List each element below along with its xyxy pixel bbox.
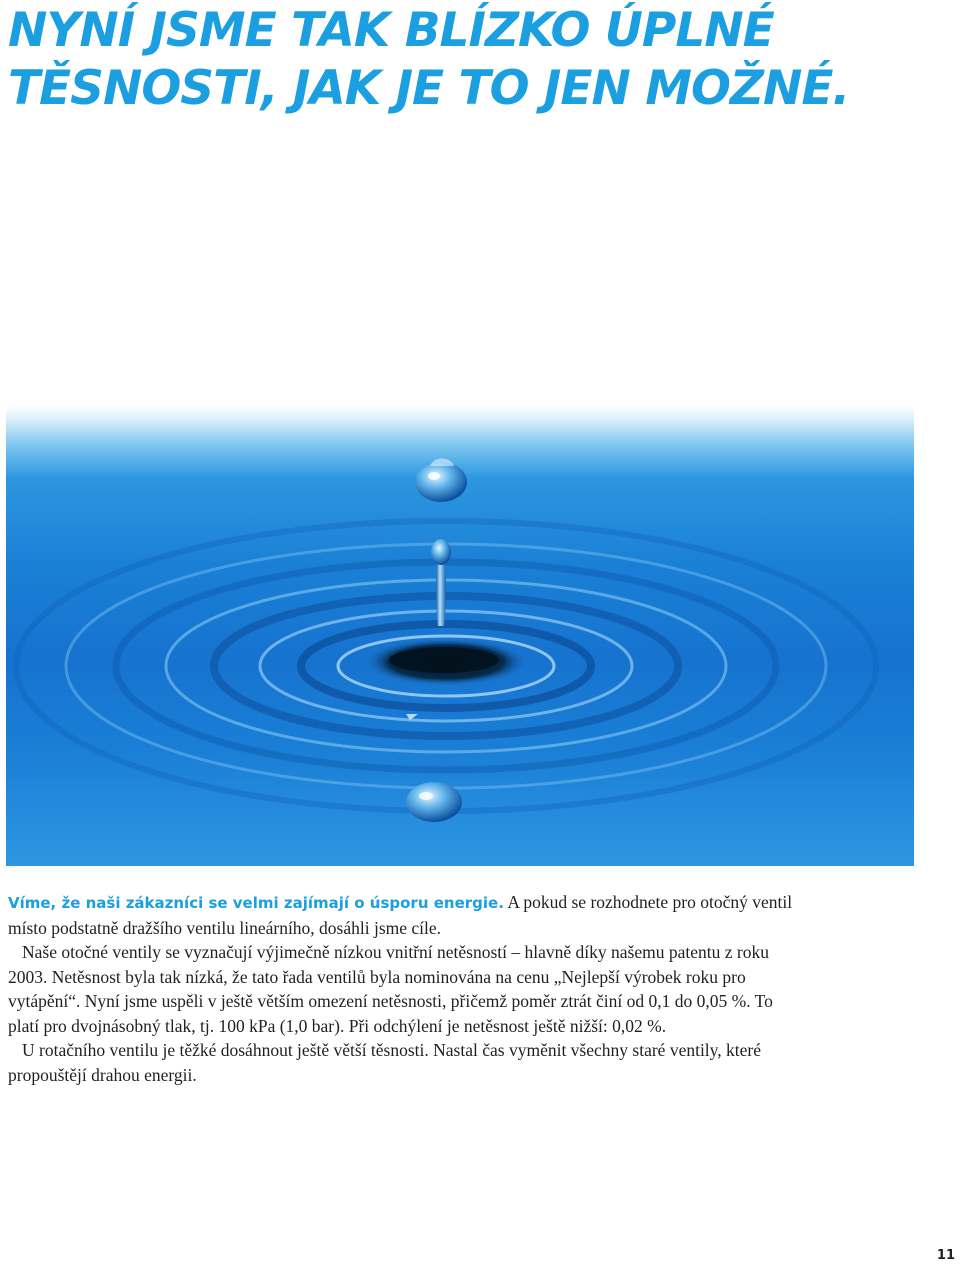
paragraph-lead: Víme, že naši zákazníci se velmi zajímají o úsporu energie.	[8, 894, 504, 912]
body-text	[8, 890, 808, 1087]
paragraph-intro-rest: A pokud se rozhodnete pro otočný ventil místo podstatně dražšího ventilu lineárního, dosáhli jsme cíle.	[8, 892, 793, 938]
water-drop-image	[6, 404, 914, 866]
page-headline	[8, 2, 849, 118]
paragraph-intro	[8, 890, 808, 940]
paragraph-conclusion: U rotačního ventilu je těžké dosáhnout ještě větší těsnosti. Nastal čas vyměnit všechny staré ventily, které propouštějí drahou energii.	[8, 1040, 762, 1085]
headline-line-1: NYNÍ JSME TAK BLÍZKO ÚPLNÉ	[8, 3, 774, 58]
paragraph-details: Naše otočné ventily se vyznačují výjimečně nízkou vnitřní netěsností – hlavně díky našemu patentu z roku 2003. Netěsnost byla tak nízká, že tato řada ventilů byla nominována na cenu „Nejlepší výrobek roku pro vytápění“. Nyní jsme uspěli v ještě větším omezení netěsnosti, přičemž poměr ztrát činí od 0,1 do 0,05 %. To platí pro dvojnásobný tlak, tj. 100 kPa (1,0 bar). Při odchýlení je netěsnost ještě nižší: 0,02 %.	[8, 942, 773, 1036]
headline-line-2: TĚSNOSTI, JAK JE TO JEN MOŽNÉ.	[8, 61, 850, 116]
page-number: 11	[936, 1248, 955, 1263]
